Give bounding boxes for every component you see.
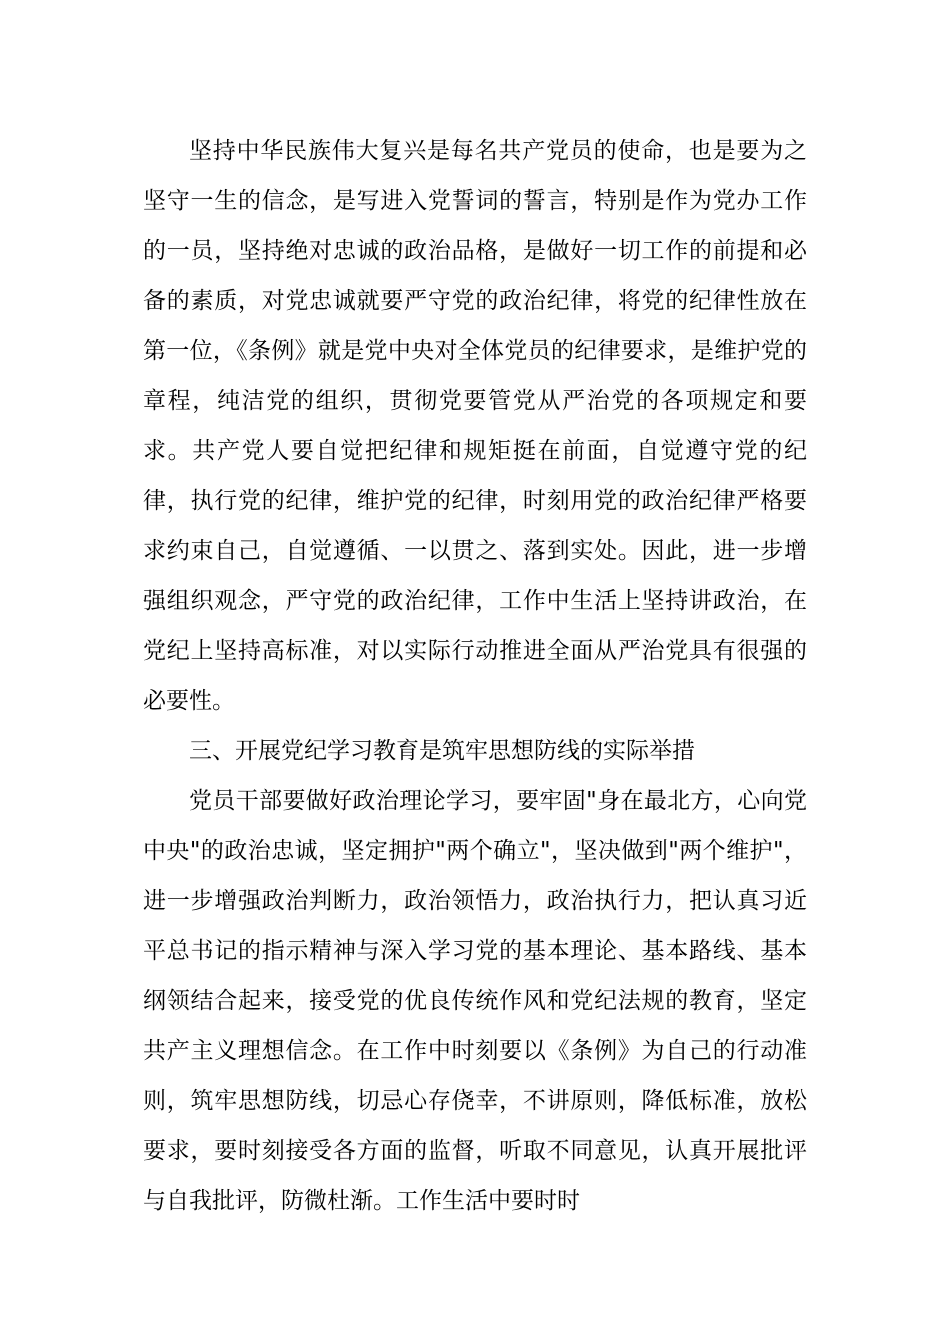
section-heading-three: 三、开展党纪学习教育是筑牢思想防线的实际举措 bbox=[189, 738, 695, 764]
paragraph-loyalty-discipline: 坚持中华民族伟大复兴是每名共产党员的使命，也是要为之坚守一生的信念，是写进入党誓词的誓言，特别是作为党办工作的一员，坚持绝对忠诚的政治品格，是做好一切工作的前提和必备的素质，对党忠诚就要严守党的政治纪律，将党的纪律性放在第一位，《条例》就是党中央对全体党员的纪律要求，是维护党的章程，纯洁党的组织，贯彻党要管党从严治党的各项规定和要求。共产党人要自觉把纪律和规矩挺在前面，自觉遵守党的纪律，执行党的纪律，维护党的纪律，时刻用党的政治纪律严格要求约束自己，自觉遵循、一以贯之、落到实处。因此，进一步增强组织观念，严守党的政治纪律，工作中生活上坚持讲政治，在党纪上坚持高标准，对以实际行动推进全面从严治党具有很强的必要性。 bbox=[143, 138, 807, 714]
document-body bbox=[143, 126, 807, 1226]
paragraph-theory-study: 党员干部要做好政治理论学习，要牢固"身在最北方，心向党中央"的政治忠诚，坚定拥护"两个确立"，坚决做到"两个维护"，进一步增强政治判断力，政治领悟力，政治执行力，把认真习近平总书记的指示精神与深入学习党的基本理论、基本路线、基本纲领结合起来，接受党的优良传统作风和党纪法规的教育，坚定共产主义理想信念。在工作中时刻要以《条例》为自己的行动准则，筑牢思想防线，切忌心存侥幸，不讲原则，降低标准，放松要求，要时刻接受各方面的监督，听取不同意见，认真开展批评与自我批评，防微杜渐。工作生活中要时时 bbox=[143, 788, 807, 1214]
